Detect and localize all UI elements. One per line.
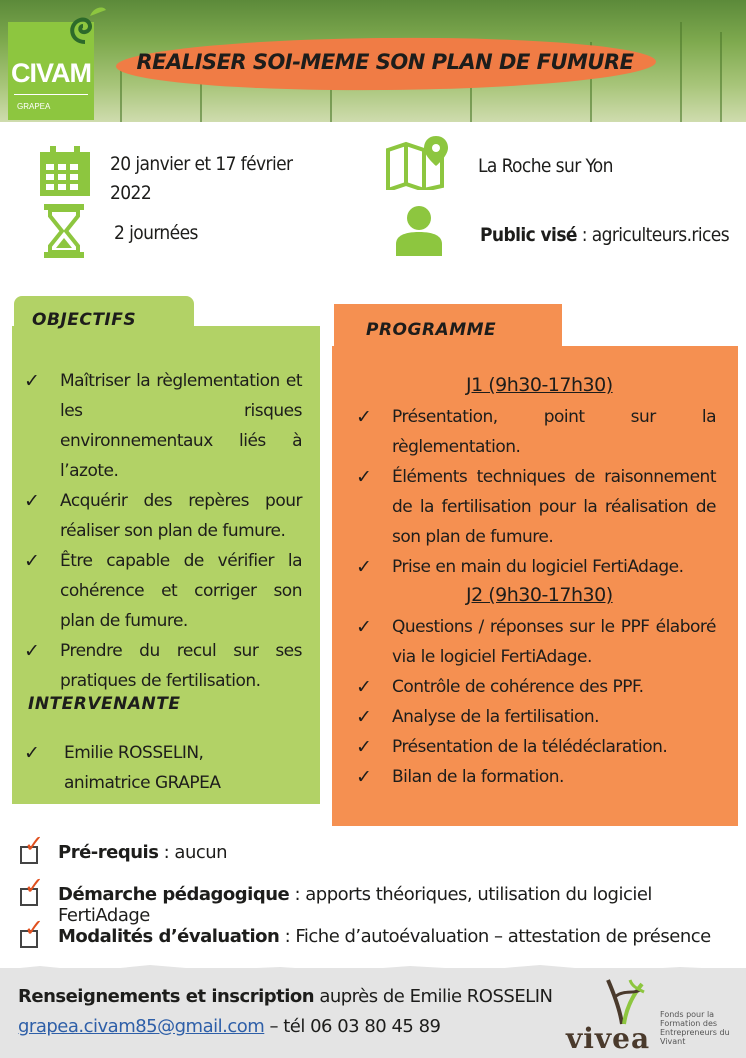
dates-text: 20 janvier et 17 février 2022 bbox=[110, 153, 293, 204]
map-icon bbox=[384, 134, 456, 190]
objectifs-title: OBJECTIFS bbox=[32, 310, 137, 330]
checkmark-icon: ✓ bbox=[24, 872, 45, 900]
hourglass-icon bbox=[44, 204, 84, 258]
vivea-logo: vivea bbox=[566, 1022, 651, 1055]
list-item: ✓ Maîtriser la règlementation et les risques environnementaux liés à l’azote. bbox=[24, 370, 302, 481]
programme-title: PROGRAMME bbox=[366, 320, 497, 340]
list-item: ✓ Analyse de la fertilisation. bbox=[356, 706, 600, 728]
list-item: ✓ Contrôle de cohérence des PPF. bbox=[356, 676, 644, 698]
evaluation-line: Modalités d’évaluation : Fiche d’autoévaluation – attestation de présence bbox=[58, 926, 711, 947]
person-icon bbox=[394, 204, 444, 256]
j2-title: J2 (9h30-17h30) bbox=[466, 584, 613, 606]
list-item: ✓ Acquérir des repères pour réaliser son plan de fumure. bbox=[24, 490, 302, 541]
email-link[interactable]: grapea.civam85@gmail.com bbox=[18, 1016, 265, 1037]
list-item: ✓ Bilan de la formation. bbox=[356, 766, 564, 788]
j1-list bbox=[356, 402, 716, 582]
logo-sub-text: GRAPEA bbox=[17, 102, 51, 111]
prerequis-line: Pré-requis : aucun bbox=[58, 842, 228, 863]
list-item: ✓ Prendre du recul sur ses pratiques de fertilisation. bbox=[24, 640, 302, 691]
vivea-plant-icon bbox=[600, 974, 650, 1026]
list-item: ✓ Être capable de vérifier la cohérence et corriger son plan de fumure. bbox=[24, 550, 302, 631]
page-title: REALISER SOI-MEME SON PLAN DE FUMURE bbox=[136, 50, 634, 74]
location-text: La Roche sur Yon bbox=[478, 155, 613, 177]
checkmark-icon: ✓ bbox=[24, 914, 45, 942]
vivea-tagline: Fonds pour la Formation des Entrepreneurs du Vivant bbox=[660, 1010, 730, 1046]
list-item: ✓ Prise en main du logiciel FertiAdage. bbox=[356, 556, 684, 578]
duration-text: 2 journées bbox=[114, 222, 198, 244]
j2-list bbox=[356, 612, 716, 792]
list-item: ✓ Présentation, point sur la règlementation. bbox=[356, 406, 716, 457]
list-item: ✓ Questions / réponses sur le PPF élaboré via le logiciel FertiAdage. bbox=[356, 616, 716, 667]
contact-line: Renseignements et inscription auprès de Emilie ROSSELIN bbox=[18, 986, 553, 1007]
list-item: ✓ Présentation de la télédéclaration. bbox=[356, 736, 668, 758]
objectifs-list bbox=[24, 366, 302, 696]
list-item: ✓ Éléments techniques de raisonnement de la fertilisation pour la réalisation de son plan de fumure. bbox=[356, 466, 716, 547]
j1-title: J1 (9h30-17h30) bbox=[466, 374, 613, 396]
phone-text: – tél 06 03 80 45 89 bbox=[264, 1016, 441, 1037]
checkmark-icon: ✓ bbox=[24, 830, 45, 858]
public-text: Public visé : agriculteurs.rices bbox=[480, 224, 730, 246]
logo-main-text: CIVAM bbox=[11, 58, 91, 88]
swirl-icon bbox=[60, 2, 110, 52]
calendar-icon bbox=[38, 146, 92, 198]
intervenante-title: INTERVENANTE bbox=[28, 694, 181, 714]
contact-line-2 bbox=[18, 1016, 441, 1037]
list-item: ✓ Emilie ROSSELIN, animatrice GRAPEA bbox=[24, 742, 221, 793]
demarche-line: Démarche pédagogique : apports théoriques, utilisation du logiciel FertiAdage bbox=[58, 884, 652, 926]
intervenante-list bbox=[24, 738, 286, 798]
